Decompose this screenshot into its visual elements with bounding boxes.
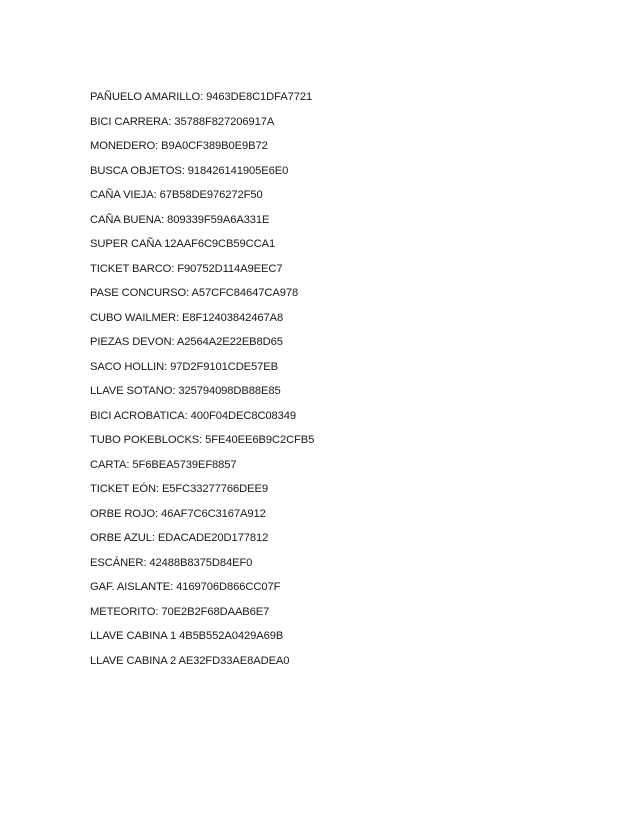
code-line: SUPER CAÑA 12AAF6C9CB59CCA1 <box>90 238 276 250</box>
code-line: TICKET BARCO: F90752D114A9EEC7 <box>90 262 283 275</box>
code-line: CARTA: 5F6BEA5739EF8857 <box>90 458 237 471</box>
code-line: CUBO WAILMER: E8F12403842467A8 <box>90 311 284 324</box>
code-line: PIEZAS DEVON: A2564A2E22EB8D65 <box>90 336 283 348</box>
code-line: LLAVE SOTANO: 325794098DB88E85 <box>90 385 281 397</box>
code-line: LLAVE CABINA 1 4B5B552A0429A69B <box>90 630 284 642</box>
code-line: METEORITO: 70E2B2F68DAAB6E7 <box>90 605 270 618</box>
code-list <box>90 89 314 677</box>
code-line: BICI CARRERA: 35788F827206917A <box>90 115 275 128</box>
code-line: TUBO POKEBLOCKS: 5FE40EE6B9C2CFB5 <box>90 434 315 446</box>
code-line: PASE CONCURSO: A57CFC84647CA978 <box>90 287 299 299</box>
code-line: BUSCA OBJETOS: 918426141905E6E0 <box>90 164 289 177</box>
code-line: PAÑUELO AMARILLO: 9463DE8C1DFA7721 <box>90 91 313 103</box>
code-line: CAÑA VIEJA: 67B58DE976272F50 <box>90 189 263 201</box>
code-line: SACO HOLLIN: 97D2F9101CDE57EB <box>90 360 278 373</box>
code-line: TICKET EÓN: E5FC33277766DEE9 <box>90 483 268 495</box>
code-line: LLAVE CABINA 2 AE32FD33AE8ADEA0 <box>90 654 290 667</box>
code-line: ORBE ROJO: 46AF7C6C3167A912 <box>90 507 266 520</box>
code-line: BICI ACROBATICA: 400F04DEC8C08349 <box>90 409 297 422</box>
code-line: GAF. AISLANTE: 4169706D866CC07F <box>90 581 281 593</box>
code-line: ORBE AZUL: EDACADE20D177812 <box>90 532 269 544</box>
code-line: CAÑA BUENA: 809339F59A6A331E <box>90 213 270 226</box>
code-line: MONEDERO: B9A0CF389B0E9B72 <box>90 140 268 152</box>
code-line: ESCÁNER: 42488B8375D84EF0 <box>90 556 253 569</box>
